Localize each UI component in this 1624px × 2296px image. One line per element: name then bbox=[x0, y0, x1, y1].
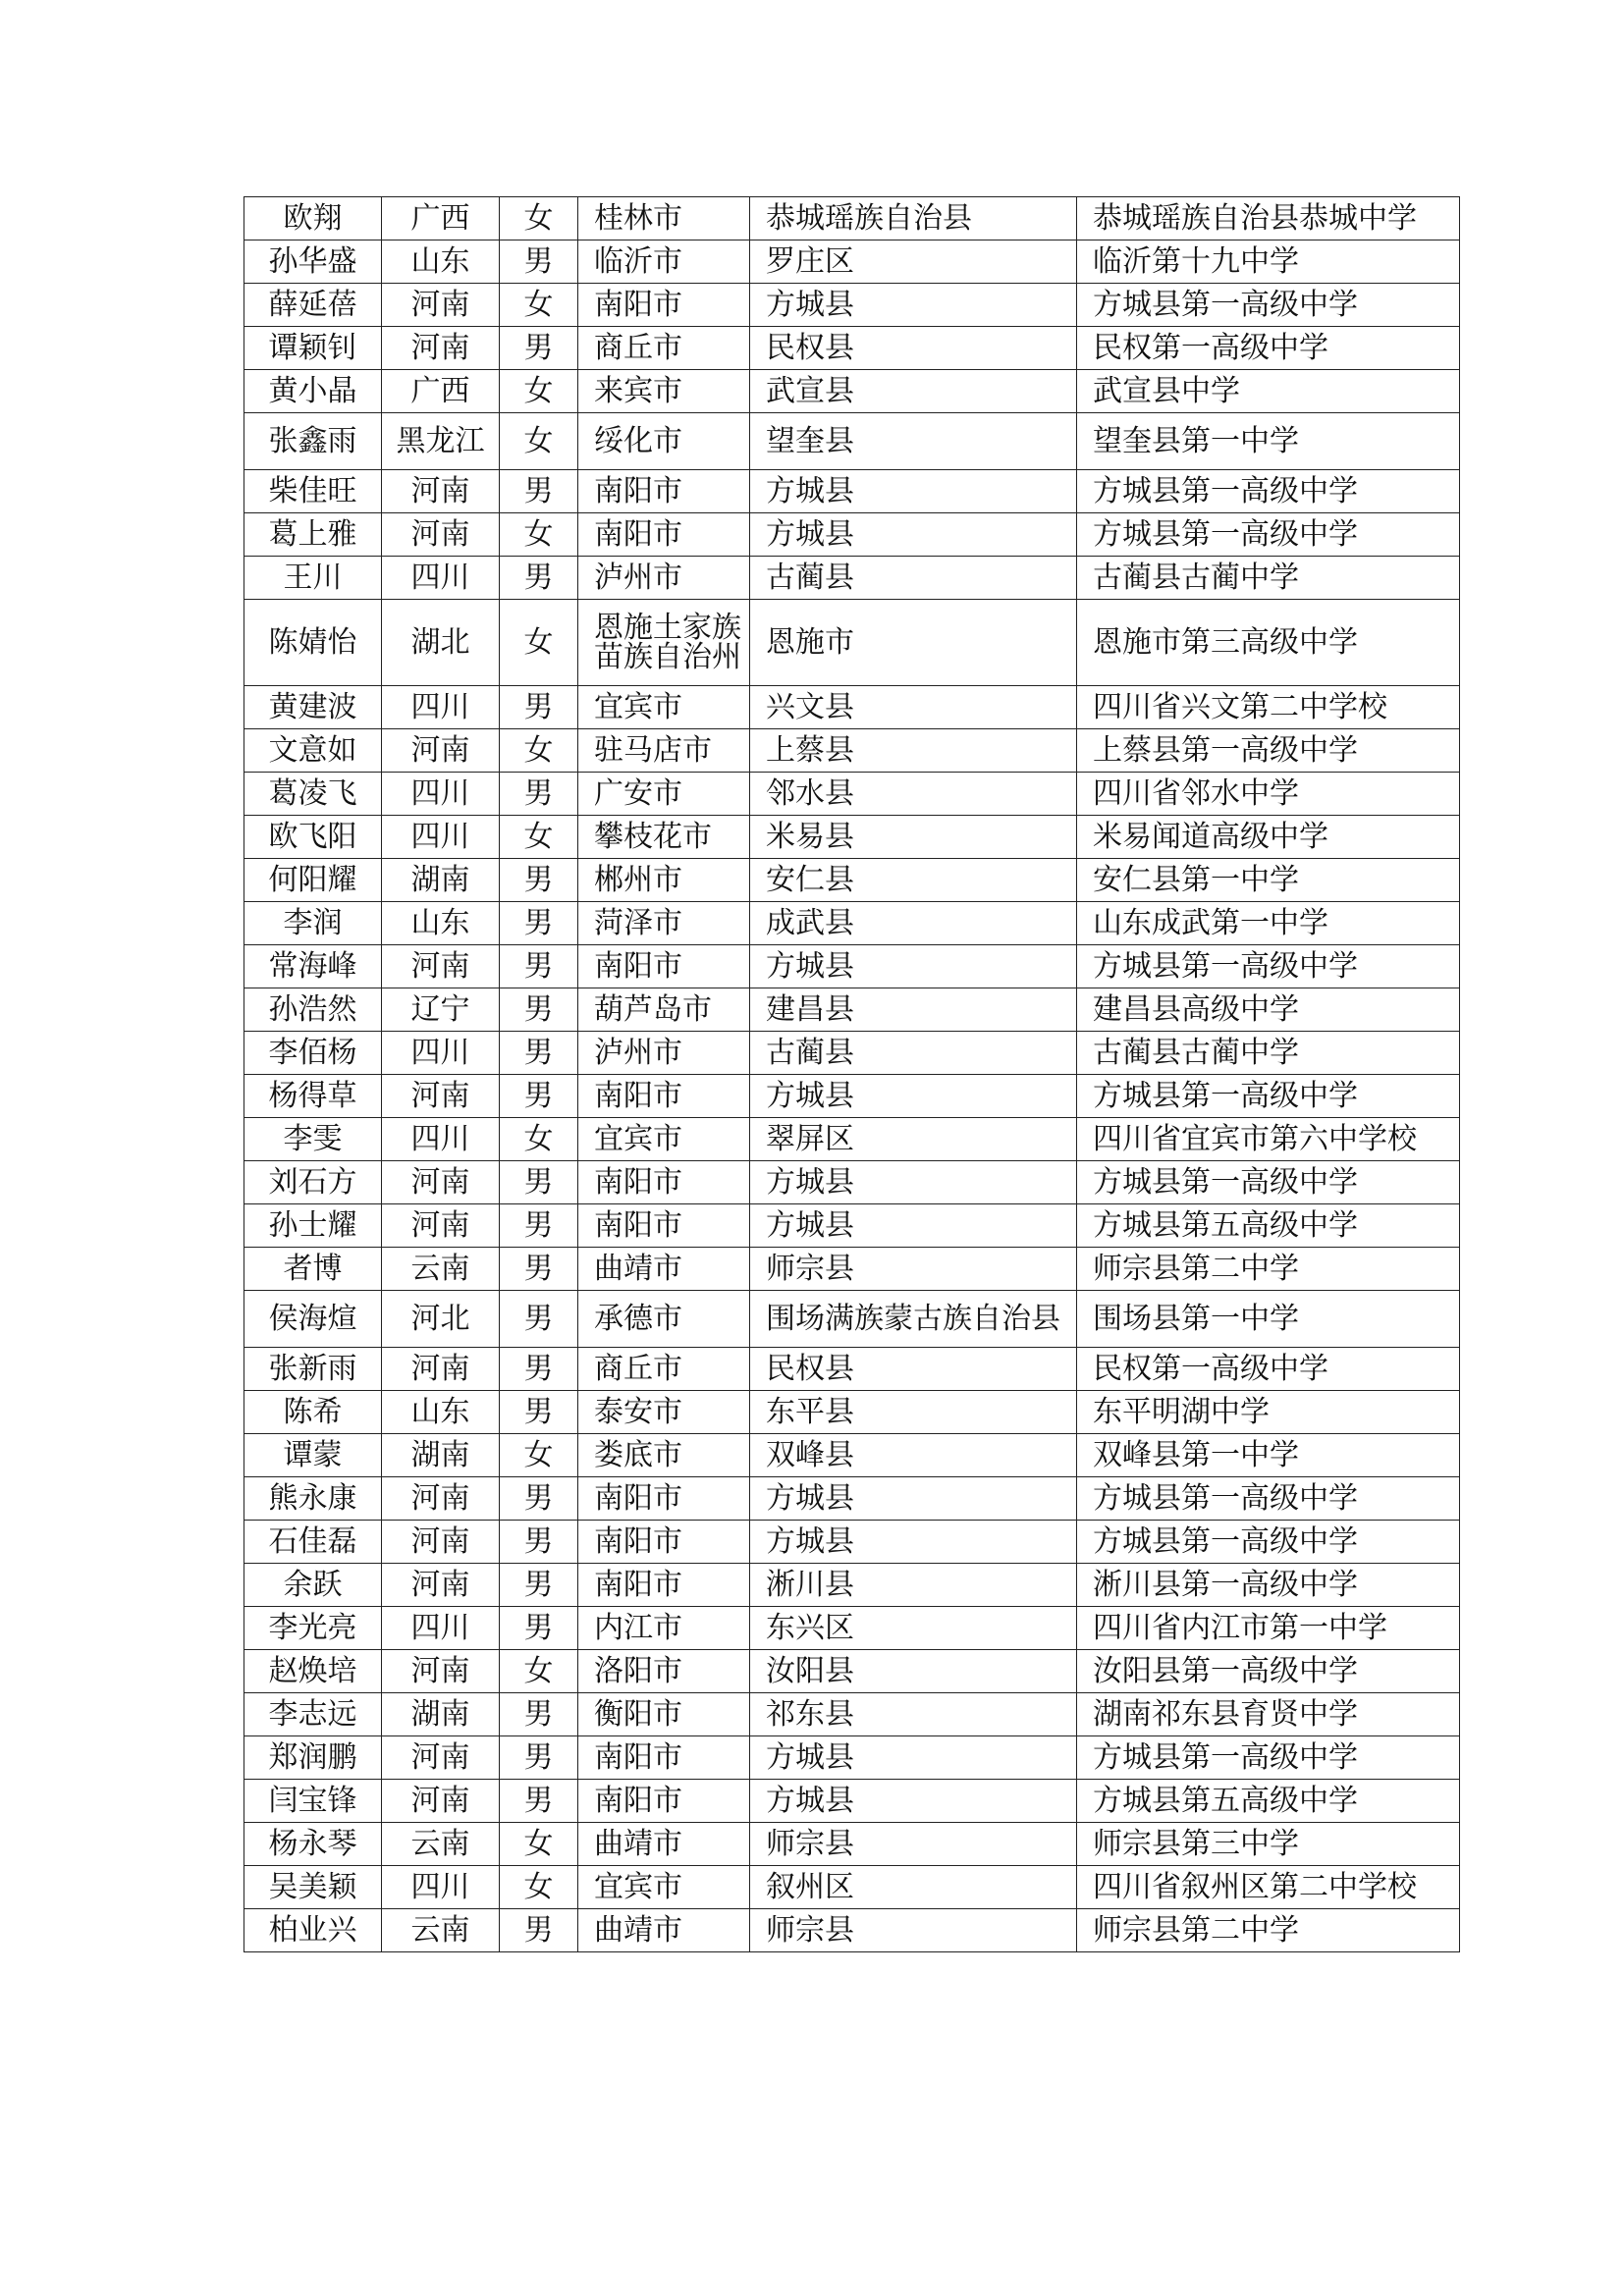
gender-cell: 男 bbox=[500, 1477, 578, 1521]
table-row bbox=[244, 1650, 1460, 1693]
student-name-cell: 余跃 bbox=[244, 1564, 382, 1607]
gender-cell: 男 bbox=[500, 1607, 578, 1650]
gender-cell: 女 bbox=[500, 513, 578, 557]
province-cell: 河南 bbox=[382, 1780, 500, 1823]
school-cell: 师宗县第二中学 bbox=[1077, 1248, 1460, 1291]
student-name-cell: 侯海煊 bbox=[244, 1291, 382, 1348]
table-row bbox=[244, 327, 1460, 370]
student-name-cell: 李光亮 bbox=[244, 1607, 382, 1650]
school-cell: 围场县第一中学 bbox=[1077, 1291, 1460, 1348]
table-row bbox=[244, 413, 1460, 470]
student-name-cell: 柏业兴 bbox=[244, 1909, 382, 1952]
county-cell: 双峰县 bbox=[750, 1434, 1077, 1477]
student-name-cell: 黄建波 bbox=[244, 686, 382, 729]
city-cell: 曲靖市 bbox=[578, 1823, 750, 1866]
student-name-cell: 葛上雅 bbox=[244, 513, 382, 557]
school-cell: 四川省兴文第二中学校 bbox=[1077, 686, 1460, 729]
province-cell: 云南 bbox=[382, 1823, 500, 1866]
province-cell: 河南 bbox=[382, 1348, 500, 1391]
city-cell: 内江市 bbox=[578, 1607, 750, 1650]
student-name-cell: 柴佳旺 bbox=[244, 470, 382, 513]
county-cell: 古蔺县 bbox=[750, 557, 1077, 600]
city-cell: 来宾市 bbox=[578, 370, 750, 413]
school-cell: 四川省宜宾市第六中学校 bbox=[1077, 1118, 1460, 1161]
city-cell: 南阳市 bbox=[578, 1477, 750, 1521]
province-cell: 广西 bbox=[382, 370, 500, 413]
school-cell: 东平明湖中学 bbox=[1077, 1391, 1460, 1434]
student-name-cell: 王川 bbox=[244, 557, 382, 600]
gender-cell: 男 bbox=[500, 1348, 578, 1391]
student-name-cell: 闫宝锋 bbox=[244, 1780, 382, 1823]
province-cell: 山东 bbox=[382, 1391, 500, 1434]
table-row bbox=[244, 1291, 1460, 1348]
city-cell: 绥化市 bbox=[578, 413, 750, 470]
table-row bbox=[244, 945, 1460, 988]
table-row bbox=[244, 1780, 1460, 1823]
county-cell: 方城县 bbox=[750, 1780, 1077, 1823]
table-row bbox=[244, 686, 1460, 729]
city-cell: 宜宾市 bbox=[578, 1118, 750, 1161]
county-cell: 方城县 bbox=[750, 1736, 1077, 1780]
school-cell: 方城县第一高级中学 bbox=[1077, 1477, 1460, 1521]
county-cell: 方城县 bbox=[750, 1075, 1077, 1118]
province-cell: 四川 bbox=[382, 816, 500, 859]
city-cell: 泸州市 bbox=[578, 1032, 750, 1075]
table-row bbox=[244, 1823, 1460, 1866]
gender-cell: 女 bbox=[500, 816, 578, 859]
county-cell: 上蔡县 bbox=[750, 729, 1077, 773]
province-cell: 河南 bbox=[382, 1564, 500, 1607]
county-cell: 东兴区 bbox=[750, 1607, 1077, 1650]
gender-cell: 男 bbox=[500, 1736, 578, 1780]
city-cell: 泸州市 bbox=[578, 557, 750, 600]
school-cell: 方城县第一高级中学 bbox=[1077, 513, 1460, 557]
city-cell: 商丘市 bbox=[578, 327, 750, 370]
school-cell: 湖南祁东县育贤中学 bbox=[1077, 1693, 1460, 1736]
province-cell: 河南 bbox=[382, 1521, 500, 1564]
county-cell: 恩施市 bbox=[750, 600, 1077, 686]
table-row bbox=[244, 370, 1460, 413]
county-cell: 方城县 bbox=[750, 1477, 1077, 1521]
city-cell: 商丘市 bbox=[578, 1348, 750, 1391]
county-cell: 师宗县 bbox=[750, 1909, 1077, 1952]
table-row bbox=[244, 902, 1460, 945]
gender-cell: 男 bbox=[500, 686, 578, 729]
city-cell: 南阳市 bbox=[578, 1075, 750, 1118]
gender-cell: 女 bbox=[500, 600, 578, 686]
school-cell: 师宗县第二中学 bbox=[1077, 1909, 1460, 1952]
school-cell: 民权第一高级中学 bbox=[1077, 1348, 1460, 1391]
city-cell: 南阳市 bbox=[578, 1780, 750, 1823]
city-cell: 南阳市 bbox=[578, 1161, 750, 1204]
gender-cell: 男 bbox=[500, 773, 578, 816]
province-cell: 河南 bbox=[382, 327, 500, 370]
county-cell: 祁东县 bbox=[750, 1693, 1077, 1736]
table-row bbox=[244, 729, 1460, 773]
province-cell: 广西 bbox=[382, 197, 500, 240]
province-cell: 河南 bbox=[382, 1650, 500, 1693]
school-cell: 民权第一高级中学 bbox=[1077, 327, 1460, 370]
province-cell: 黑龙江 bbox=[382, 413, 500, 470]
student-name-cell: 孙华盛 bbox=[244, 240, 382, 284]
table-row bbox=[244, 1607, 1460, 1650]
province-cell: 四川 bbox=[382, 773, 500, 816]
province-cell: 河南 bbox=[382, 513, 500, 557]
city-cell: 衡阳市 bbox=[578, 1693, 750, 1736]
city-cell: 南阳市 bbox=[578, 1736, 750, 1780]
school-cell: 方城县第五高级中学 bbox=[1077, 1780, 1460, 1823]
table-row bbox=[244, 1521, 1460, 1564]
province-cell: 河南 bbox=[382, 729, 500, 773]
province-cell: 河南 bbox=[382, 1736, 500, 1780]
county-cell: 望奎县 bbox=[750, 413, 1077, 470]
province-cell: 四川 bbox=[382, 557, 500, 600]
gender-cell: 男 bbox=[500, 945, 578, 988]
province-cell: 河南 bbox=[382, 1204, 500, 1248]
student-name-cell: 熊永康 bbox=[244, 1477, 382, 1521]
student-name-cell: 石佳磊 bbox=[244, 1521, 382, 1564]
table-row bbox=[244, 470, 1460, 513]
table-row bbox=[244, 513, 1460, 557]
city-cell: 南阳市 bbox=[578, 945, 750, 988]
school-cell: 方城县第五高级中学 bbox=[1077, 1204, 1460, 1248]
county-cell: 东平县 bbox=[750, 1391, 1077, 1434]
county-cell: 师宗县 bbox=[750, 1823, 1077, 1866]
student-name-cell: 郑润鹏 bbox=[244, 1736, 382, 1780]
student-name-cell: 葛凌飞 bbox=[244, 773, 382, 816]
student-name-cell: 陈婧怡 bbox=[244, 600, 382, 686]
table-row bbox=[244, 988, 1460, 1032]
student-name-cell: 张鑫雨 bbox=[244, 413, 382, 470]
school-cell: 方城县第一高级中学 bbox=[1077, 1736, 1460, 1780]
gender-cell: 女 bbox=[500, 1650, 578, 1693]
gender-cell: 男 bbox=[500, 1391, 578, 1434]
gender-cell: 男 bbox=[500, 327, 578, 370]
gender-cell: 男 bbox=[500, 240, 578, 284]
table-row bbox=[244, 1693, 1460, 1736]
gender-cell: 男 bbox=[500, 1909, 578, 1952]
student-name-cell: 杨永琴 bbox=[244, 1823, 382, 1866]
city-cell: 南阳市 bbox=[578, 470, 750, 513]
gender-cell: 男 bbox=[500, 1521, 578, 1564]
county-cell: 建昌县 bbox=[750, 988, 1077, 1032]
student-name-cell: 陈希 bbox=[244, 1391, 382, 1434]
gender-cell: 女 bbox=[500, 284, 578, 327]
gender-cell: 男 bbox=[500, 988, 578, 1032]
county-cell: 方城县 bbox=[750, 945, 1077, 988]
student-name-cell: 者博 bbox=[244, 1248, 382, 1291]
county-cell: 淅川县 bbox=[750, 1564, 1077, 1607]
county-cell: 民权县 bbox=[750, 327, 1077, 370]
province-cell: 四川 bbox=[382, 1607, 500, 1650]
county-cell: 方城县 bbox=[750, 284, 1077, 327]
table-row bbox=[244, 284, 1460, 327]
city-cell: 桂林市 bbox=[578, 197, 750, 240]
province-cell: 四川 bbox=[382, 1032, 500, 1075]
gender-cell: 女 bbox=[500, 729, 578, 773]
city-cell: 广安市 bbox=[578, 773, 750, 816]
province-cell: 四川 bbox=[382, 1118, 500, 1161]
province-cell: 山东 bbox=[382, 902, 500, 945]
table-row bbox=[244, 1032, 1460, 1075]
gender-cell: 男 bbox=[500, 1248, 578, 1291]
gender-cell: 男 bbox=[500, 1075, 578, 1118]
county-cell: 师宗县 bbox=[750, 1248, 1077, 1291]
city-cell: 曲靖市 bbox=[578, 1909, 750, 1952]
school-cell: 古蔺县古蔺中学 bbox=[1077, 1032, 1460, 1075]
county-cell: 围场满族蒙古族自治县 bbox=[750, 1291, 1077, 1348]
table-row bbox=[244, 1118, 1460, 1161]
student-name-cell: 张新雨 bbox=[244, 1348, 382, 1391]
province-cell: 云南 bbox=[382, 1909, 500, 1952]
province-cell: 湖南 bbox=[382, 1434, 500, 1477]
table-row bbox=[244, 557, 1460, 600]
city-cell: 娄底市 bbox=[578, 1434, 750, 1477]
student-name-cell: 李润 bbox=[244, 902, 382, 945]
city-cell: 洛阳市 bbox=[578, 1650, 750, 1693]
county-cell: 武宣县 bbox=[750, 370, 1077, 413]
table-row bbox=[244, 1248, 1460, 1291]
city-cell: 南阳市 bbox=[578, 513, 750, 557]
student-name-cell: 孙浩然 bbox=[244, 988, 382, 1032]
school-cell: 方城县第一高级中学 bbox=[1077, 284, 1460, 327]
school-cell: 方城县第一高级中学 bbox=[1077, 470, 1460, 513]
school-cell: 安仁县第一中学 bbox=[1077, 859, 1460, 902]
student-name-cell: 谭颖钊 bbox=[244, 327, 382, 370]
student-name-cell: 欧翔 bbox=[244, 197, 382, 240]
county-cell: 方城县 bbox=[750, 1521, 1077, 1564]
school-cell: 建昌县高级中学 bbox=[1077, 988, 1460, 1032]
table-row bbox=[244, 240, 1460, 284]
student-name-cell: 赵焕培 bbox=[244, 1650, 382, 1693]
county-cell: 方城县 bbox=[750, 1161, 1077, 1204]
school-cell: 师宗县第三中学 bbox=[1077, 1823, 1460, 1866]
county-cell: 汝阳县 bbox=[750, 1650, 1077, 1693]
city-cell: 南阳市 bbox=[578, 1204, 750, 1248]
county-cell: 方城县 bbox=[750, 1204, 1077, 1248]
gender-cell: 男 bbox=[500, 1204, 578, 1248]
gender-cell: 男 bbox=[500, 1693, 578, 1736]
gender-cell: 女 bbox=[500, 197, 578, 240]
student-name-cell: 李志远 bbox=[244, 1693, 382, 1736]
gender-cell: 女 bbox=[500, 1823, 578, 1866]
city-cell: 宜宾市 bbox=[578, 686, 750, 729]
province-cell: 四川 bbox=[382, 1866, 500, 1909]
province-cell: 河南 bbox=[382, 1161, 500, 1204]
county-cell: 方城县 bbox=[750, 513, 1077, 557]
table-row bbox=[244, 1161, 1460, 1204]
province-cell: 山东 bbox=[382, 240, 500, 284]
school-cell: 武宣县中学 bbox=[1077, 370, 1460, 413]
school-cell: 方城县第一高级中学 bbox=[1077, 1075, 1460, 1118]
school-cell: 四川省邻水中学 bbox=[1077, 773, 1460, 816]
school-cell: 汝阳县第一高级中学 bbox=[1077, 1650, 1460, 1693]
province-cell: 河南 bbox=[382, 945, 500, 988]
school-cell: 方城县第一高级中学 bbox=[1077, 1521, 1460, 1564]
school-cell: 方城县第一高级中学 bbox=[1077, 1161, 1460, 1204]
table-row bbox=[244, 859, 1460, 902]
school-cell: 四川省叙州区第二中学校 bbox=[1077, 1866, 1460, 1909]
city-cell: 葫芦岛市 bbox=[578, 988, 750, 1032]
student-name-cell: 孙士耀 bbox=[244, 1204, 382, 1248]
student-name-cell: 谭蒙 bbox=[244, 1434, 382, 1477]
province-cell: 河南 bbox=[382, 470, 500, 513]
school-cell: 上蔡县第一高级中学 bbox=[1077, 729, 1460, 773]
province-cell: 河南 bbox=[382, 1075, 500, 1118]
student-name-cell: 欧飞阳 bbox=[244, 816, 382, 859]
student-name-cell: 李佰杨 bbox=[244, 1032, 382, 1075]
gender-cell: 男 bbox=[500, 1291, 578, 1348]
city-cell: 恩施土家族苗族自治州 bbox=[578, 600, 750, 686]
gender-cell: 女 bbox=[500, 370, 578, 413]
province-cell: 四川 bbox=[382, 686, 500, 729]
student-name-cell: 何阳耀 bbox=[244, 859, 382, 902]
gender-cell: 男 bbox=[500, 902, 578, 945]
province-cell: 河北 bbox=[382, 1291, 500, 1348]
table-row bbox=[244, 1564, 1460, 1607]
county-cell: 安仁县 bbox=[750, 859, 1077, 902]
table-row bbox=[244, 1075, 1460, 1118]
city-cell: 南阳市 bbox=[578, 284, 750, 327]
student-name-cell: 吴美颖 bbox=[244, 1866, 382, 1909]
student-name-cell: 刘石方 bbox=[244, 1161, 382, 1204]
city-cell: 临沂市 bbox=[578, 240, 750, 284]
province-cell: 河南 bbox=[382, 284, 500, 327]
city-cell: 泰安市 bbox=[578, 1391, 750, 1434]
province-cell: 湖南 bbox=[382, 859, 500, 902]
student-name-cell: 薛延蓓 bbox=[244, 284, 382, 327]
table-row bbox=[244, 1391, 1460, 1434]
gender-cell: 女 bbox=[500, 1866, 578, 1909]
gender-cell: 男 bbox=[500, 1780, 578, 1823]
city-cell: 郴州市 bbox=[578, 859, 750, 902]
table-body bbox=[244, 197, 1460, 1952]
table-row bbox=[244, 1348, 1460, 1391]
table-row bbox=[244, 1434, 1460, 1477]
county-cell: 罗庄区 bbox=[750, 240, 1077, 284]
county-cell: 方城县 bbox=[750, 470, 1077, 513]
table-row bbox=[244, 1477, 1460, 1521]
student-list-table bbox=[244, 196, 1460, 1952]
gender-cell: 男 bbox=[500, 859, 578, 902]
gender-cell: 女 bbox=[500, 1118, 578, 1161]
table-row bbox=[244, 816, 1460, 859]
city-cell: 承德市 bbox=[578, 1291, 750, 1348]
county-cell: 古蔺县 bbox=[750, 1032, 1077, 1075]
school-cell: 望奎县第一中学 bbox=[1077, 413, 1460, 470]
student-name-cell: 杨得草 bbox=[244, 1075, 382, 1118]
student-name-cell: 李雯 bbox=[244, 1118, 382, 1161]
gender-cell: 男 bbox=[500, 1161, 578, 1204]
school-cell: 临沂第十九中学 bbox=[1077, 240, 1460, 284]
table-row bbox=[244, 197, 1460, 240]
county-cell: 米易县 bbox=[750, 816, 1077, 859]
school-cell: 四川省内江市第一中学 bbox=[1077, 1607, 1460, 1650]
table-row bbox=[244, 773, 1460, 816]
city-cell: 南阳市 bbox=[578, 1564, 750, 1607]
city-cell: 菏泽市 bbox=[578, 902, 750, 945]
county-cell: 邻水县 bbox=[750, 773, 1077, 816]
city-cell: 曲靖市 bbox=[578, 1248, 750, 1291]
gender-cell: 男 bbox=[500, 470, 578, 513]
school-cell: 恩施市第三高级中学 bbox=[1077, 600, 1460, 686]
city-cell: 南阳市 bbox=[578, 1521, 750, 1564]
gender-cell: 男 bbox=[500, 1564, 578, 1607]
gender-cell: 女 bbox=[500, 1434, 578, 1477]
student-name-cell: 文意如 bbox=[244, 729, 382, 773]
school-cell: 方城县第一高级中学 bbox=[1077, 945, 1460, 988]
city-cell: 攀枝花市 bbox=[578, 816, 750, 859]
table-row bbox=[244, 600, 1460, 686]
province-cell: 辽宁 bbox=[382, 988, 500, 1032]
county-cell: 叙州区 bbox=[750, 1866, 1077, 1909]
province-cell: 湖北 bbox=[382, 600, 500, 686]
county-cell: 翠屏区 bbox=[750, 1118, 1077, 1161]
school-cell: 山东成武第一中学 bbox=[1077, 902, 1460, 945]
table-row bbox=[244, 1736, 1460, 1780]
city-cell: 驻马店市 bbox=[578, 729, 750, 773]
county-cell: 兴文县 bbox=[750, 686, 1077, 729]
county-cell: 民权县 bbox=[750, 1348, 1077, 1391]
gender-cell: 男 bbox=[500, 1032, 578, 1075]
province-cell: 河南 bbox=[382, 1477, 500, 1521]
province-cell: 湖南 bbox=[382, 1693, 500, 1736]
school-cell: 淅川县第一高级中学 bbox=[1077, 1564, 1460, 1607]
student-name-cell: 黄小晶 bbox=[244, 370, 382, 413]
table-row bbox=[244, 1866, 1460, 1909]
gender-cell: 男 bbox=[500, 557, 578, 600]
province-cell: 云南 bbox=[382, 1248, 500, 1291]
table-row bbox=[244, 1909, 1460, 1952]
school-cell: 米易闻道高级中学 bbox=[1077, 816, 1460, 859]
gender-cell: 女 bbox=[500, 413, 578, 470]
table-row bbox=[244, 1204, 1460, 1248]
school-cell: 恭城瑶族自治县恭城中学 bbox=[1077, 197, 1460, 240]
school-cell: 古蔺县古蔺中学 bbox=[1077, 557, 1460, 600]
city-cell: 宜宾市 bbox=[578, 1866, 750, 1909]
school-cell: 双峰县第一中学 bbox=[1077, 1434, 1460, 1477]
county-cell: 恭城瑶族自治县 bbox=[750, 197, 1077, 240]
county-cell: 成武县 bbox=[750, 902, 1077, 945]
student-name-cell: 常海峰 bbox=[244, 945, 382, 988]
